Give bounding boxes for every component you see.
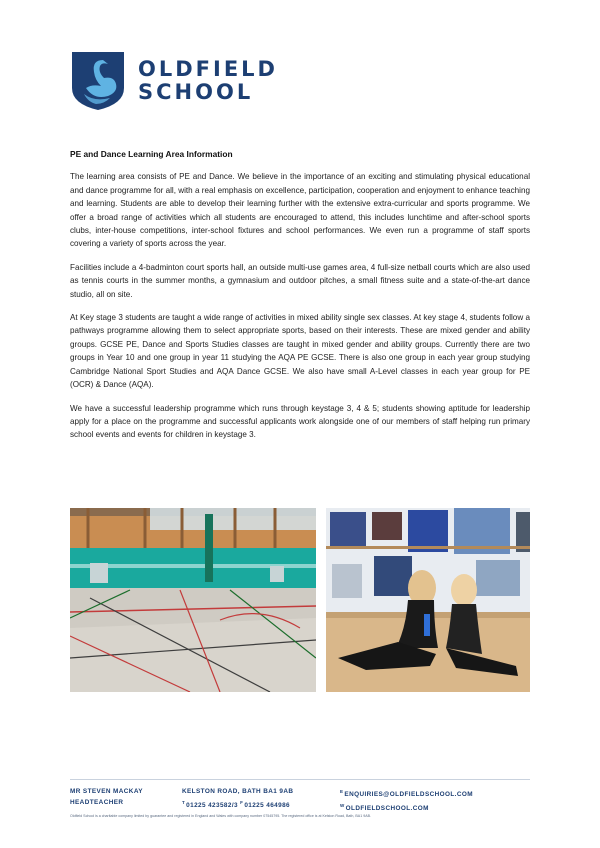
school-name-line-2: SCHOOL xyxy=(138,80,254,104)
school-address: KELSTON ROAD, BATH BA1 9AB xyxy=(182,788,294,795)
email-prefix: E xyxy=(340,789,344,794)
email-link[interactable]: ENQUIRIES@OLDFIELDSCHOOL.COM xyxy=(344,791,473,799)
paragraph-key-stages: At Key stage 3 students are taught a wide range of activities in mixed ability single sex classes. At key stage 4, students follow a pathways programme allowing them to select appropriate sports, based on their interests. These are mixed gender and ability groups. GCSE PE, Dance and Sports Studies classes are taught in mixed gender and ability groups. Currently there are two groups in Year 10 and one group in year 11 studying the AQA PE GCSE. There is also one group in each year group studying Cambridge National Sport Studies and AQA Dance GCSE. We also have small A-Level classes in each year group for PE (OCR) & Dance (AQA). xyxy=(70,313,530,390)
paragraph-intro: The learning area consists of PE and Dance. We believe in the importance of an exciting and stimulating physical educational and dance programme for all, with a real emphasis on excellence, participation, cooperation and enjoyment to enhance teaching and learning. Students are able to develop their learning further with the extensive extra-curricular and sports programme. We offer a broad range of activities which all students are encouraged to attend, this includes lunchtime and after-school sports clubs, inter-house competitions, inter-school fixtures and school performances. We even run a programme of staff sports covering a variety of sports across the year. xyxy=(70,172,530,249)
school-logo xyxy=(70,50,278,112)
legal-notice: Oldfield School is a charitable company limited by guarantee and registered in England and Wales with company number 07545795. The registered office is at Kelston Road, Bath, BA1 9AB. xyxy=(70,814,371,818)
footer-divider xyxy=(70,779,530,780)
swan-shield-icon xyxy=(70,50,126,112)
fax-prefix: F xyxy=(240,800,244,805)
school-name xyxy=(138,58,278,104)
website-link[interactable]: OLDFIELDSCHOOL.COM xyxy=(345,805,429,813)
email-line xyxy=(340,786,473,800)
phone-line xyxy=(182,797,293,811)
website-line xyxy=(340,800,473,814)
dance-studio-photo xyxy=(326,508,530,692)
phone-prefix: T xyxy=(182,800,186,805)
paragraph-leadership: We have a successful leadership programme which runs through keystage 3, 4 & 5; students showing aptitude for leadership apply for a place on the programme and successful applicants work alongside one of our members of staff helping run primary school events and events for children in keystage 3. xyxy=(70,403,530,440)
sports-hall-photo xyxy=(70,508,316,692)
phone-number[interactable]: 01225 423582/3 xyxy=(186,802,238,810)
document-body xyxy=(70,148,530,452)
footer-contact xyxy=(182,786,293,811)
document-title: PE and Dance Learning Area Information xyxy=(70,149,233,159)
headteacher-name: MR STEVEN MACKAY xyxy=(70,788,143,795)
headteacher-title: HEADTEACHER xyxy=(70,799,124,806)
footer-online xyxy=(340,786,473,814)
footer-headteacher xyxy=(70,786,143,808)
photo-row xyxy=(70,508,530,692)
website-prefix: W xyxy=(340,803,345,809)
school-name-line-1: OLDFIELD xyxy=(138,57,278,81)
fax-number: 01225 464986 xyxy=(244,802,290,810)
paragraph-facilities: Facilities include a 4-badminton court sports hall, an outside multi-use games area, 4 full-size netball courts which are also used as tennis courts in the summer months, a gymnasium and outdoor pitches, a small fitness suite and a state-of-the-art dance studio, all on site. xyxy=(70,262,530,299)
